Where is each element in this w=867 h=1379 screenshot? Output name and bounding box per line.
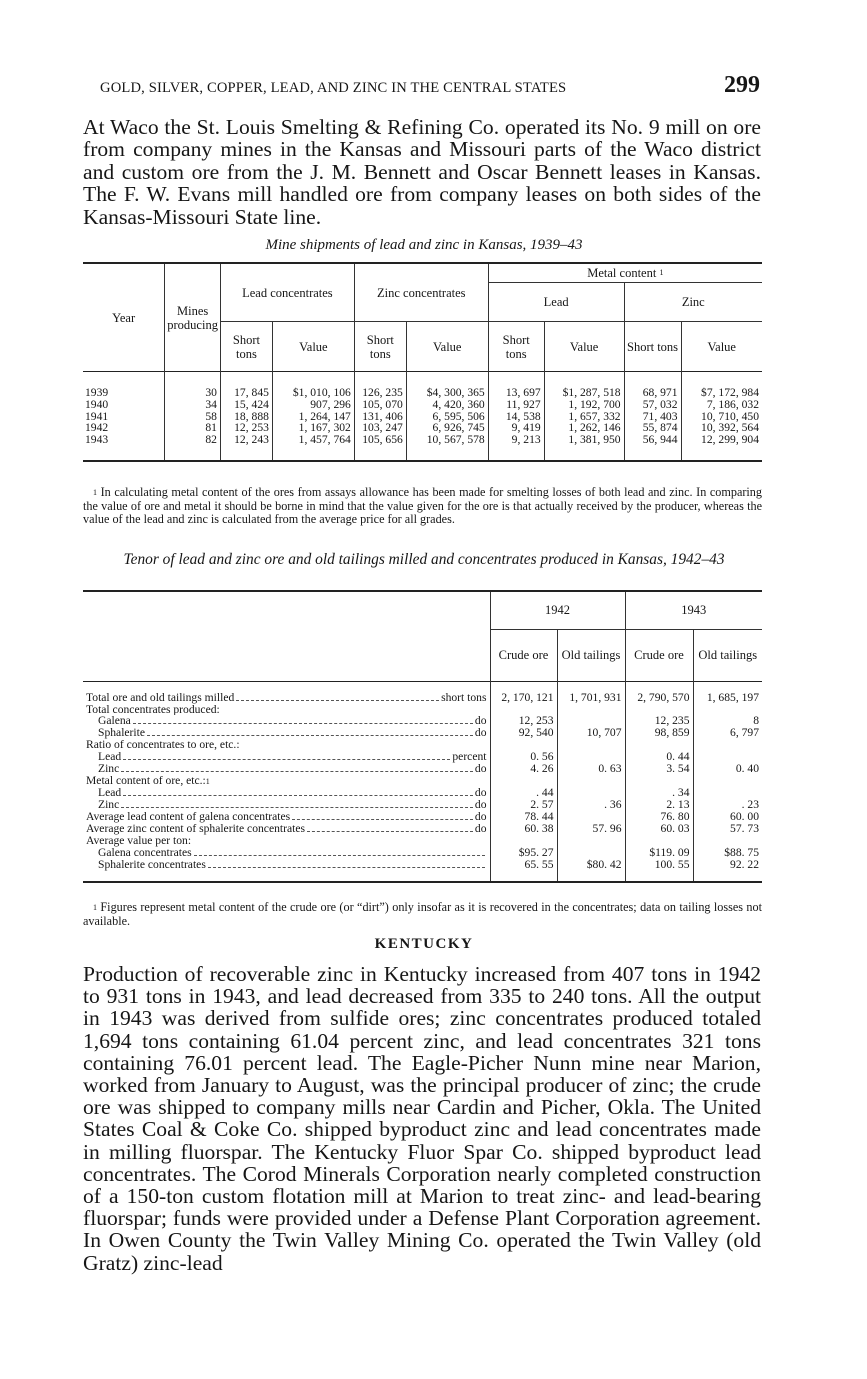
cell-zn-tons: 57, 032 bbox=[624, 399, 681, 411]
cell-lc-tons: 15, 424 bbox=[220, 399, 272, 411]
table-row bbox=[83, 823, 762, 835]
row-label-text: Average zinc content of sphalerite concentrates bbox=[86, 823, 305, 836]
cell-pb-tons: 9, 419 bbox=[488, 422, 544, 434]
cell-o42 bbox=[557, 775, 625, 788]
header-crude-ore: Crude ore bbox=[625, 629, 693, 681]
cell-c43 bbox=[625, 739, 693, 751]
dot-leader bbox=[307, 831, 473, 832]
cell-lc-tons: 18, 888 bbox=[220, 411, 272, 423]
cell-c43: 12, 235 bbox=[625, 715, 693, 727]
cell-c42: 2. 57 bbox=[490, 799, 557, 811]
cell-lc-value: 1, 264, 147 bbox=[272, 411, 354, 423]
header-blank bbox=[83, 591, 490, 681]
table-row bbox=[83, 763, 762, 775]
row-label-text: Total concentrates produced: bbox=[86, 703, 220, 716]
cell-c42 bbox=[490, 775, 557, 788]
row-label bbox=[83, 727, 490, 739]
header-lead-concentrates: Lead concentrates bbox=[220, 263, 354, 322]
table-row bbox=[83, 739, 762, 751]
header-value: Value bbox=[544, 322, 624, 372]
row-label bbox=[83, 787, 490, 799]
row-unit: do bbox=[474, 762, 487, 775]
row-unit: do bbox=[474, 787, 487, 800]
cell-o42 bbox=[557, 847, 625, 859]
cell-c42: 12, 253 bbox=[490, 715, 557, 727]
running-head bbox=[100, 72, 760, 99]
cell-c43: 76. 80 bbox=[625, 811, 693, 823]
section-heading-kentucky: KENTUCKY bbox=[374, 936, 474, 952]
header-value: Value bbox=[272, 322, 354, 372]
cell-o42: $80. 42 bbox=[557, 859, 625, 882]
row-label-text: Ratio of concentrates to ore, etc.: bbox=[86, 739, 240, 751]
header-zinc: Zinc bbox=[624, 283, 762, 322]
cell-zn-tons: 68, 971 bbox=[624, 372, 681, 399]
table-row bbox=[83, 775, 762, 788]
cell-c43: . 34 bbox=[625, 787, 693, 799]
cell-year: 1943 bbox=[85, 433, 109, 447]
dot-leader bbox=[123, 795, 473, 796]
table2-footnote bbox=[83, 901, 762, 928]
cell-o42 bbox=[557, 835, 625, 847]
cell-lc-value: $1, 010, 106 bbox=[272, 372, 354, 399]
dot-leader bbox=[147, 735, 473, 736]
footnote-mark: 1 bbox=[205, 776, 210, 786]
row-label bbox=[83, 847, 490, 859]
cell-o42 bbox=[557, 715, 625, 727]
row-unit: do bbox=[474, 799, 487, 812]
body-paragraph-waco: At Waco the St. Louis Smelting & Refining Co. operated its No. 9 mill on ore from company mines in the Kansas and Missouri parts of the Waco district and custom ore from the J. M. Bennett and Oscar Bennett leases in Kansas. The F. W. Evans mill handled ore from company leases on both sides of the Kansas-Missouri State line. bbox=[83, 115, 761, 229]
cell-lc-tons: 12, 253 bbox=[220, 422, 272, 434]
row-label-text: Sphalerite concentrates bbox=[98, 858, 206, 871]
header-year: Year bbox=[112, 310, 136, 325]
header-1943: 1943 bbox=[625, 591, 762, 629]
row-label-text: Lead bbox=[98, 750, 122, 763]
cell-c42: 60. 38 bbox=[490, 823, 557, 835]
row-unit: do bbox=[474, 727, 487, 740]
row-unit: do bbox=[474, 823, 487, 836]
cell-o42: 1, 701, 931 bbox=[557, 681, 625, 704]
header-short-tons: Short tons bbox=[488, 322, 544, 372]
cell-c42: $95. 27 bbox=[490, 847, 557, 859]
cell-zn-tons: 56, 944 bbox=[624, 434, 681, 461]
cell-c42: 0. 56 bbox=[490, 751, 557, 763]
cell-o43: 1, 685, 197 bbox=[693, 681, 762, 704]
cell-o43: 57. 73 bbox=[693, 823, 762, 835]
header-short-tons: Short tons bbox=[354, 322, 406, 372]
row-label-text: Lead bbox=[98, 787, 122, 800]
dot-leader bbox=[236, 700, 439, 701]
cell-c42: 78. 44 bbox=[490, 811, 557, 823]
header-short-tons: Short tons bbox=[624, 322, 681, 372]
page-number: 299 bbox=[724, 72, 760, 98]
cell-pb-tons: 11, 927 bbox=[488, 399, 544, 411]
row-label-text: Average value per ton: bbox=[86, 835, 192, 847]
table2-footnote-text: Figures represent metal content of the crude ore (or “dirt”) only insofar as it is recovered in the concentrates; data on tailing losses not available. bbox=[83, 900, 762, 928]
header-zinc-concentrates: Zinc concentrates bbox=[354, 263, 488, 322]
footnote-mark: 1 bbox=[93, 488, 97, 497]
cell-zn-tons: 55, 874 bbox=[624, 422, 681, 434]
cell-o42: 57. 96 bbox=[557, 823, 625, 835]
cell-c42: 2, 170, 121 bbox=[490, 681, 557, 704]
tenor-table bbox=[83, 590, 762, 883]
cell-lc-value: 907, 296 bbox=[272, 399, 354, 411]
table-row bbox=[83, 751, 762, 763]
row-label bbox=[83, 704, 490, 716]
cell-lc-value: 1, 457, 764 bbox=[272, 434, 354, 461]
cell-mines: 58 bbox=[165, 411, 221, 423]
cell-year: 1942 bbox=[85, 421, 109, 435]
cell-o42 bbox=[557, 787, 625, 799]
cell-zn-value: 12, 299, 904 bbox=[681, 434, 762, 461]
row-label bbox=[83, 681, 490, 704]
cell-zn-value: 7, 186, 032 bbox=[681, 399, 762, 411]
row-unit: do bbox=[474, 811, 487, 824]
dot-leader bbox=[121, 771, 473, 772]
header-old-tailings: Old tailings bbox=[693, 629, 762, 681]
cell-zc-value: 4, 420, 360 bbox=[406, 399, 488, 411]
cell-o42 bbox=[557, 704, 625, 716]
cell-c43: 2. 13 bbox=[625, 799, 693, 811]
cell-o42: 10, 707 bbox=[557, 727, 625, 739]
cell-pb-tons: 9, 213 bbox=[488, 434, 544, 461]
dot-leader bbox=[123, 759, 450, 760]
table-row bbox=[83, 399, 762, 411]
cell-zc-tons: 131, 406 bbox=[354, 411, 406, 423]
row-unit: percent bbox=[452, 750, 487, 763]
row-label-text: Sphalerite bbox=[98, 727, 146, 740]
row-label-text: Zinc bbox=[98, 799, 120, 812]
running-title: GOLD, SILVER, COPPER, LEAD, AND ZINC IN THE CENTRAL STATES bbox=[100, 80, 567, 96]
footnote-mark: 1 bbox=[93, 903, 97, 912]
cell-zc-value: 6, 926, 745 bbox=[406, 422, 488, 434]
cell-mines: 82 bbox=[165, 434, 221, 461]
cell-c43: 2, 790, 570 bbox=[625, 681, 693, 704]
cell-lc-tons: 12, 243 bbox=[220, 434, 272, 461]
table-row bbox=[83, 372, 762, 399]
cell-o43 bbox=[693, 787, 762, 799]
cell-c42: 4. 26 bbox=[490, 763, 557, 775]
cell-o43: $88. 75 bbox=[693, 847, 762, 859]
cell-o42 bbox=[557, 811, 625, 823]
dot-leader bbox=[292, 819, 473, 820]
table2-caption: Tenor of lead and zinc ore and old tailings milled and concentrates produced in Kansas, 1942–43 bbox=[123, 551, 725, 568]
row-label-text: Galena bbox=[98, 715, 131, 728]
cell-pb-value: $1, 287, 518 bbox=[544, 372, 624, 399]
cell-o43 bbox=[693, 739, 762, 751]
table-row bbox=[83, 811, 762, 823]
row-label bbox=[83, 823, 490, 835]
header-short-tons: Short tons bbox=[220, 322, 272, 372]
cell-o43: 0. 40 bbox=[693, 763, 762, 775]
cell-c43: 3. 54 bbox=[625, 763, 693, 775]
cell-o42 bbox=[557, 751, 625, 763]
cell-o42 bbox=[557, 739, 625, 751]
cell-o43 bbox=[693, 751, 762, 763]
row-label bbox=[83, 799, 490, 811]
dot-leader bbox=[133, 723, 473, 724]
row-label bbox=[83, 739, 490, 751]
row-label bbox=[83, 811, 490, 823]
cell-o43: 6, 797 bbox=[693, 727, 762, 739]
cell-o43: . 23 bbox=[693, 799, 762, 811]
cell-zc-tons: 105, 656 bbox=[354, 434, 406, 461]
row-label bbox=[83, 751, 490, 763]
row-label-text: Average lead content of galena concentrates bbox=[86, 811, 291, 824]
cell-zn-tons: 71, 403 bbox=[624, 411, 681, 423]
cell-zc-tons: 103, 247 bbox=[354, 422, 406, 434]
cell-o43: 92. 22 bbox=[693, 859, 762, 882]
row-label bbox=[83, 775, 490, 788]
header-mines-producing: Mines producing bbox=[165, 263, 221, 372]
cell-pb-tons: 13, 697 bbox=[488, 372, 544, 399]
cell-year: 1939 bbox=[85, 386, 109, 399]
tenor-body bbox=[83, 681, 762, 882]
table-row bbox=[83, 434, 762, 461]
cell-lc-tons: 17, 845 bbox=[220, 372, 272, 399]
row-label bbox=[83, 859, 490, 882]
cell-zn-value: 10, 392, 564 bbox=[681, 422, 762, 434]
dot-leader bbox=[121, 807, 473, 808]
cell-pb-value: 1, 657, 332 bbox=[544, 411, 624, 423]
table-row bbox=[83, 727, 762, 739]
table-row bbox=[83, 859, 762, 882]
row-label-text: Total ore and old tailings milled bbox=[86, 691, 235, 704]
cell-c43 bbox=[625, 775, 693, 788]
cell-zc-value: 6, 595, 506 bbox=[406, 411, 488, 423]
row-unit: short tons bbox=[441, 691, 487, 704]
cell-pb-value: 1, 192, 700 bbox=[544, 399, 624, 411]
mine-shipments-table bbox=[83, 262, 762, 462]
row-label bbox=[83, 763, 490, 775]
mine-shipments-body bbox=[83, 372, 762, 461]
table1-footnote-text: In calculating metal content of the ores from assays allowance has been made for smelting losses of both lead and zinc. In comparing the value of ore and metal it should be borne in mind that the value given for the ore is that actually received by the producer, whereas the value of the lead and zinc is calculated from the average price for all grades. bbox=[83, 485, 762, 527]
header-value: Value bbox=[681, 322, 762, 372]
table-row bbox=[83, 715, 762, 727]
row-label-text: Metal content of ore, etc.: bbox=[86, 774, 206, 787]
dot-leader bbox=[194, 855, 485, 856]
table1-caption: Mine shipments of lead and zinc in Kansas, 1939–43 bbox=[265, 237, 583, 253]
table-row bbox=[83, 799, 762, 811]
row-label-text: Zinc bbox=[98, 762, 120, 775]
header-value: Value bbox=[406, 322, 488, 372]
cell-mines: 30 bbox=[165, 372, 221, 399]
cell-zc-value: $4, 300, 365 bbox=[406, 372, 488, 399]
header-metal-content-label: Metal content bbox=[587, 266, 657, 280]
header-1942: 1942 bbox=[490, 591, 625, 629]
cell-zc-value: 10, 567, 578 bbox=[406, 434, 488, 461]
body-paragraph-kentucky: Production of recoverable zinc in Kentucky increased from 407 tons in 1942 to 931 tons in 1943, and lead decreased from 335 to 240 tons. All the output in 1943 was derived from sulfide ores; zinc concentrates produced totaled 1,694 tons containing 61.04 percent zinc, and lead concentrates 321 tons containing 76.01 percent lead. The Eagle-Picher Nunn mine near Marion, worked from January to August, was the principal producer of zinc; the crude ore was shipped to company mills near Cardin and Picher, Okla. The United States Coal & Coke Co. shipped byproduct zinc and lead concentrates made in milling fluorspar. The Kentucky Fluor Spar Co. shipped byproduct lead concentrates. The Corod Minerals Corporation nearly completed construction of a 150-ton custom flotation mill at Marion to treat zinc- and lead-bearing fluorspar; funds were provided under a Defense Plant Corporation agreement. In Owen County the Twin Valley Mining Co. operated the Twin Valley (old Gratz) zinc-lead bbox=[83, 962, 761, 1275]
cell-o43: 8 bbox=[693, 715, 762, 727]
cell-c42: 65. 55 bbox=[490, 859, 557, 882]
cell-o43 bbox=[693, 704, 762, 716]
header-crude-ore: Crude ore bbox=[490, 629, 557, 681]
table-row bbox=[83, 681, 762, 704]
table1-footnote bbox=[83, 486, 762, 527]
cell-c42 bbox=[490, 739, 557, 751]
cell-c43: 98, 859 bbox=[625, 727, 693, 739]
cell-c42: 92, 540 bbox=[490, 727, 557, 739]
cell-year: 1940 bbox=[85, 397, 109, 411]
cell-o42: . 36 bbox=[557, 799, 625, 811]
cell-o42: 0. 63 bbox=[557, 763, 625, 775]
cell-c43: $119. 09 bbox=[625, 847, 693, 859]
table-row bbox=[83, 847, 762, 859]
cell-c43: 100. 55 bbox=[625, 859, 693, 882]
cell-lc-value: 1, 167, 302 bbox=[272, 422, 354, 434]
cell-zn-value: $7, 172, 984 bbox=[681, 372, 762, 399]
cell-pb-value: 1, 381, 950 bbox=[544, 434, 624, 461]
header-lead: Lead bbox=[488, 283, 624, 322]
row-label bbox=[83, 835, 490, 847]
header-old-tailings: Old tailings bbox=[557, 629, 625, 681]
cell-mines: 34 bbox=[165, 399, 221, 411]
cell-c42: . 44 bbox=[490, 787, 557, 799]
cell-zn-value: 10, 710, 450 bbox=[681, 411, 762, 423]
cell-mines: 81 bbox=[165, 422, 221, 434]
row-label-text: Galena concentrates bbox=[98, 846, 192, 859]
row-unit: do bbox=[474, 715, 487, 728]
row-label bbox=[83, 715, 490, 727]
cell-o43 bbox=[693, 775, 762, 788]
table-row bbox=[83, 787, 762, 799]
cell-pb-value: 1, 262, 146 bbox=[544, 422, 624, 434]
dot-leader bbox=[208, 867, 485, 868]
cell-zc-tons: 126, 235 bbox=[354, 372, 406, 399]
cell-pb-tons: 14, 538 bbox=[488, 411, 544, 423]
cell-o43: 60. 00 bbox=[693, 811, 762, 823]
cell-year: 1941 bbox=[85, 409, 109, 423]
cell-c43: 0. 44 bbox=[625, 751, 693, 763]
footnote-mark: 1 bbox=[659, 268, 664, 277]
cell-zc-tons: 105, 070 bbox=[354, 399, 406, 411]
cell-c43: 60. 03 bbox=[625, 823, 693, 835]
header-metal-content bbox=[488, 263, 762, 283]
